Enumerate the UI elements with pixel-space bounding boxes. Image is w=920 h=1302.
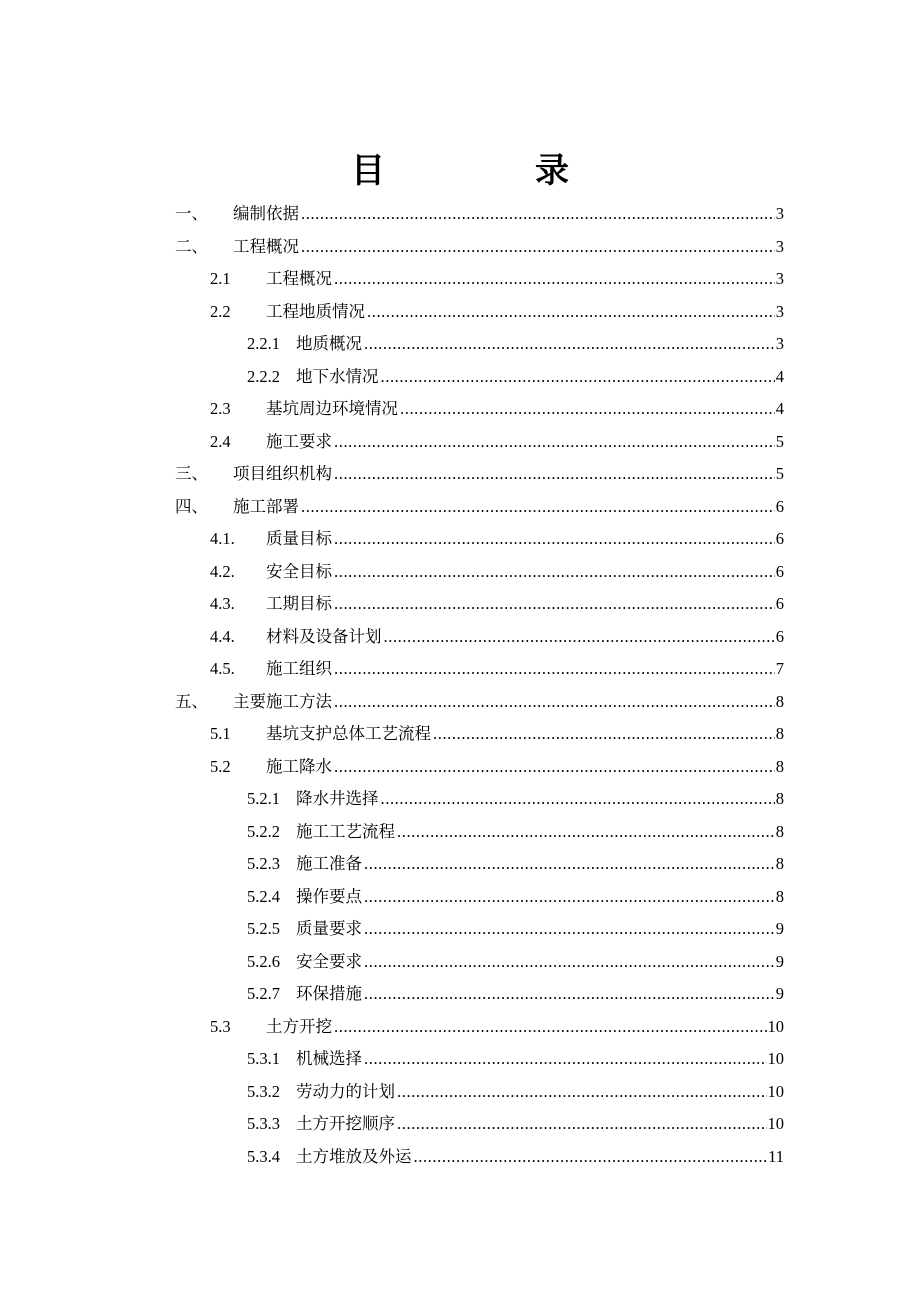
toc-entry[interactable] [0,978,920,1011]
toc-entry-page-number: 8 [775,724,784,743]
toc-entry-number: 2.2.1 [247,334,280,353]
toc-entry-page-number: 6 [775,496,784,516]
toc-entry-page-number: 10 [767,1114,784,1133]
toc-entry-page-number: 7 [775,659,784,678]
toc-entry-label: 工程地质情况 [266,301,365,321]
toc-dot-leader [381,367,775,387]
toc-entry[interactable] [0,523,920,556]
toc-entry-label: 质量要求 [296,919,362,938]
toc-entry[interactable] [0,751,920,784]
toc-entry-page-number: 8 [775,789,784,808]
toc-entry-label: 施工部署 [233,496,299,516]
toc-entry-label: 工期目标 [266,594,332,613]
toc-entry-page-number: 5 [775,431,784,451]
toc-entry-line [296,1114,784,1134]
toc-entry[interactable] [0,328,920,361]
toc-entry-label: 材料及设备计划 [266,626,382,646]
toc-entry[interactable] [0,783,920,816]
toc-entry-line [266,529,784,549]
toc-dot-leader [364,334,775,354]
toc-entry-label: 施工准备 [296,854,362,873]
toc-entry-page-number: 6 [775,626,784,646]
toc-entry-number: 三、 [175,464,208,483]
toc-dot-leader [414,1147,768,1167]
toc-entry-label: 工程概况 [233,236,299,256]
toc-entry[interactable] [0,263,920,296]
toc-entry[interactable] [0,848,920,881]
toc-entry-number: 2.2 [210,301,231,321]
toc-dot-leader [397,1082,767,1102]
toc-entry-line [266,627,784,647]
toc-entry-page-number: 3 [775,204,784,223]
toc-entry-label: 地质概况 [296,334,362,353]
toc-dot-leader [433,724,775,744]
toc-entry-line [233,237,784,257]
toc-entry[interactable] [0,1043,920,1076]
toc-entry-number: 5.2.5 [247,919,280,938]
toc-entry-page-number: 9 [775,919,784,938]
toc-entry-label: 工程概况 [266,269,332,288]
toc-list [0,198,920,1173]
toc-entry-line [296,887,784,907]
toc-entry-line [266,724,784,744]
toc-entry-number: 4.5. [210,659,235,678]
toc-entry[interactable] [0,588,920,621]
toc-entry[interactable] [0,913,920,946]
toc-dot-leader [334,562,775,582]
toc-entry-label: 地下水情况 [296,366,379,386]
toc-entry-page-number: 11 [768,1146,784,1166]
toc-dot-leader [334,464,775,484]
toc-entry-number: 2.1 [210,269,231,288]
toc-entry-label: 施工组织 [266,659,332,678]
toc-entry-number: 4.4. [210,626,235,646]
toc-entry-number: 二、 [175,236,208,256]
toc-entry-number: 5.3 [210,1016,231,1036]
toc-entry-label: 劳动力的计划 [296,1081,395,1101]
toc-entry-number: 一、 [175,204,208,223]
toc-entry-number: 5.2.1 [247,789,280,808]
toc-entry-number: 4.1. [210,529,235,548]
toc-entry-line [266,432,784,452]
toc-entry-line [266,302,784,322]
toc-entry[interactable] [0,881,920,914]
toc-entry-line [296,367,784,387]
toc-entry-line [233,692,784,712]
toc-dot-leader [364,919,775,939]
toc-entry[interactable] [0,816,920,849]
toc-entry-label: 基坑支护总体工艺流程 [266,724,431,743]
toc-entry-label: 主要施工方法 [233,691,332,711]
toc-dot-leader [334,659,775,679]
toc-entry-page-number: 8 [775,886,784,906]
toc-entry-label: 土方开挖 [266,1016,332,1036]
toc-entry-line [296,789,784,809]
toc-entry[interactable] [0,556,920,589]
toc-entry-label: 项目组织机构 [233,464,332,483]
toc-entry-number: 5.2.3 [247,854,280,873]
toc-entry-line [233,497,784,517]
toc-entry[interactable] [0,1011,920,1044]
toc-entry-page-number: 3 [775,301,784,321]
toc-entry-page-number: 3 [775,334,784,353]
toc-entry[interactable] [0,653,920,686]
toc-entry-line [296,919,784,939]
toc-entry-number: 四、 [175,496,208,516]
toc-entry-number: 5.3.4 [247,1146,280,1166]
toc-entry-label: 土方开挖顺序 [296,1114,395,1133]
toc-dot-leader [364,1049,767,1069]
toc-entry-page-number: 5 [775,464,784,483]
toc-entry-page-number: 10 [767,1016,784,1036]
toc-dot-leader [301,497,775,517]
toc-entry-number: 2.2.2 [247,366,280,386]
toc-entry-page-number: 4 [775,366,784,386]
toc-entry-line [296,1147,784,1167]
toc-entry-label: 降水井选择 [296,789,379,808]
toc-entry[interactable] [0,946,920,979]
toc-entry[interactable] [0,198,920,231]
toc-entry-line [266,269,784,289]
toc-dot-leader [364,984,775,1004]
toc-entry-number: 5.1 [210,724,231,743]
toc-entry-label: 安全目标 [266,561,332,581]
toc-dot-leader [400,399,775,419]
toc-entry-number: 5.2.2 [247,821,280,841]
toc-entry-line [266,659,784,679]
toc-title: 目 录 [351,153,627,190]
toc-dot-leader [334,1017,767,1037]
toc-entry[interactable] [0,1141,920,1174]
toc-entry-page-number: 8 [775,854,784,873]
toc-entry-number: 4.2. [210,561,235,581]
toc-entry-label: 环保措施 [296,984,362,1003]
toc-dot-leader [334,594,775,614]
toc-entry-label: 基坑周边环境情况 [266,399,398,418]
toc-entry[interactable] [0,718,920,751]
toc-entry-page-number: 6 [775,561,784,581]
toc-dot-leader [334,757,775,777]
toc-entry-label: 土方堆放及外运 [296,1146,412,1166]
toc-entry-page-number: 6 [775,594,784,613]
toc-entry[interactable] [0,491,920,524]
toc-entry[interactable] [0,686,920,719]
toc-entry-page-number: 8 [775,756,784,776]
toc-dot-leader [367,302,775,322]
toc-dot-leader [364,854,775,874]
toc-entry[interactable] [0,1108,920,1141]
toc-entry-number: 5.3.1 [247,1049,280,1068]
toc-entry-number: 五、 [175,691,208,711]
toc-entry-line [296,984,784,1004]
toc-entry-page-number: 10 [767,1049,784,1068]
toc-entry[interactable] [0,621,920,654]
toc-entry-label: 机械选择 [296,1049,362,1068]
toc-entry-line [266,757,784,777]
toc-entry[interactable] [0,426,920,459]
toc-entry-label: 质量目标 [266,529,332,548]
toc-dot-leader [334,269,775,289]
toc-entry-page-number: 4 [775,399,784,418]
toc-entry[interactable] [0,1076,920,1109]
toc-entry-page-number: 8 [775,821,784,841]
toc-entry-line [266,1017,784,1037]
toc-entry-page-number: 3 [775,269,784,288]
toc-entry-page-number: 8 [775,691,784,711]
toc-dot-leader [384,627,775,647]
toc-dot-leader [364,952,775,972]
toc-entry-page-number: 9 [775,951,784,971]
toc-entry-page-number: 9 [775,984,784,1003]
toc-entry-number: 2.4 [210,431,231,451]
toc-entry-page-number: 6 [775,529,784,548]
toc-entry[interactable] [0,231,920,264]
toc-entry[interactable] [0,296,920,329]
toc-entry-number: 5.2.7 [247,984,280,1003]
toc-dot-leader [397,1114,767,1134]
toc-dot-leader [334,529,775,549]
toc-entry[interactable] [0,361,920,394]
toc-entry-line [266,594,784,614]
toc-entry-number: 5.2.6 [247,951,280,971]
toc-entry[interactable] [0,393,920,426]
toc-entry-line [296,822,784,842]
toc-entry-label: 施工要求 [266,431,332,451]
toc-dot-leader [364,887,775,907]
toc-entry-line [296,1082,784,1102]
toc-entry-number: 2.3 [210,399,231,418]
toc-dot-leader [381,789,775,809]
toc-entry-page-number: 3 [775,236,784,256]
toc-entry-number: 5.2.4 [247,886,280,906]
toc-entry-line [296,334,784,354]
toc-dot-leader [301,237,775,257]
toc-entry-number: 5.2 [210,756,231,776]
toc-entry-line [266,562,784,582]
toc-entry-label: 操作要点 [296,886,362,906]
toc-entry-number: 5.3.3 [247,1114,280,1133]
toc-dot-leader [301,204,775,224]
toc-entry-line [233,204,784,224]
toc-entry[interactable] [0,458,920,491]
toc-entry-line [296,952,784,972]
toc-entry-label: 施工工艺流程 [296,821,395,841]
toc-entry-number: 4.3. [210,594,235,613]
toc-entry-line [266,399,784,419]
toc-entry-number: 5.3.2 [247,1081,280,1101]
toc-dot-leader [334,692,775,712]
toc-entry-line [296,854,784,874]
toc-entry-line [296,1049,784,1069]
toc-entry-page-number: 10 [767,1081,784,1101]
toc-entry-line [233,464,784,484]
toc-dot-leader [334,432,775,452]
toc-dot-leader [397,822,775,842]
toc-entry-label: 施工降水 [266,756,332,776]
toc-entry-label: 安全要求 [296,951,362,971]
toc-entry-label: 编制依据 [233,204,299,223]
